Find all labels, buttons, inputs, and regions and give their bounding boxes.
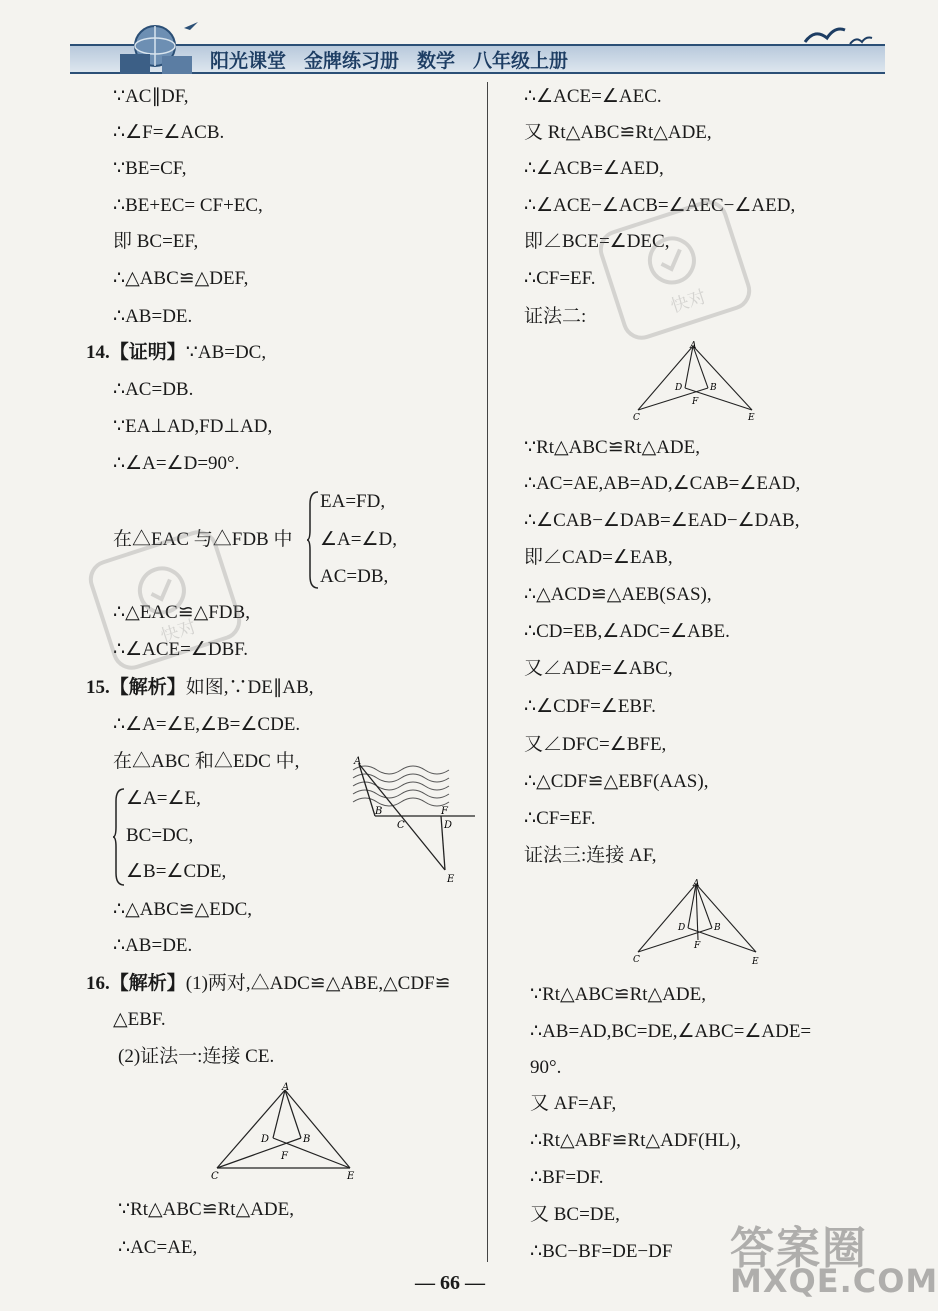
text-line: ∴∠CAB−∠DAB=∠EAD−∠DAB,	[524, 510, 800, 531]
text-line: 90°.	[530, 1057, 562, 1078]
text-line: ∴CD=EB,∠ADC=∠ABE.	[524, 621, 730, 642]
point-label: C	[633, 955, 640, 965]
text-line: ∵EA⊥AD,FD⊥AD,	[113, 416, 273, 437]
text-line: ∴△ABC≌△DEF,	[113, 268, 249, 289]
header-title	[210, 46, 568, 73]
segment-ae	[359, 764, 445, 870]
figure-q15	[345, 750, 480, 885]
point-label: D	[444, 820, 453, 831]
point-label: A	[282, 1082, 290, 1093]
point-label: F	[441, 806, 448, 817]
text-line: 即∠BCE=∠DEC,	[524, 231, 670, 252]
text-line: ∴∠CDF=∠EBF.	[524, 696, 656, 717]
brace-icon	[112, 787, 126, 887]
point-label: E	[347, 1171, 355, 1182]
text-line: ∵Rt△ABC≌Rt△ADE,	[530, 984, 707, 1005]
point-label: B	[303, 1134, 311, 1145]
point-label: D	[675, 383, 683, 393]
text-line: EA=FD,	[320, 491, 386, 512]
text-line: ∴AC=AE,AB=AD,∠CAB=∠EAD,	[524, 473, 801, 494]
point-label: D	[678, 923, 686, 933]
question-15	[86, 676, 314, 700]
text-line: (1)两对,△ADC≌△ABE,△CDF≌	[185, 973, 451, 994]
text-line: ∴AB=AD,BC=DE,∠ABC=∠ADE=	[530, 1021, 812, 1042]
text-line: 在△EAC 与△FDB 中	[113, 529, 293, 550]
text-line: AC=DB,	[320, 566, 389, 587]
text-line: ∴△ABC≌△EDC,	[113, 899, 253, 920]
text-line: ∴AB=DE.	[113, 935, 193, 956]
text-line: 即∠CAD=∠EAB,	[524, 547, 673, 568]
text-line: ∴∠A=∠D=90°.	[113, 453, 240, 474]
text-line: △EBF.	[113, 1009, 166, 1030]
text-line: 在△ABC 和△EDC 中,	[113, 751, 300, 772]
point-label: E	[752, 957, 759, 967]
text-line: ∴AB=DE.	[113, 306, 193, 327]
text-line: ∴Rt△ABF≌Rt△ADF(HL),	[530, 1130, 741, 1151]
text-line: ∴AC=DB.	[113, 379, 194, 400]
point-label: F	[281, 1151, 288, 1162]
point-label: A	[354, 756, 362, 767]
point-label: E	[447, 874, 455, 885]
method-heading: 证法二:	[524, 306, 587, 327]
point-label: F	[694, 941, 701, 951]
text-line: ∴∠ACE=∠DBF.	[113, 639, 249, 660]
point-label: C	[633, 413, 640, 423]
book-title: 金牌练习册	[304, 50, 400, 72]
watermark-url: MXQE.COM	[730, 1262, 938, 1300]
text-line: ∴△CDF≌△EBF(AAS),	[524, 771, 709, 792]
figure-q16-method3	[630, 878, 765, 968]
text-line: ∠A=∠D,	[320, 529, 397, 550]
figure-q16-method2	[630, 340, 760, 425]
text-line: ∴BC−BF=DE−DF	[530, 1241, 673, 1262]
text-line: ∵BE=CF,	[113, 158, 187, 179]
text-line: ∴CF=EF.	[524, 808, 596, 829]
method-heading: 证法三:连接 AF,	[524, 845, 657, 866]
text-line: ∴∠ACE=∠AEC.	[524, 86, 662, 107]
brace-icon	[306, 490, 320, 590]
text-line: 又 Rt△ABC≌Rt△ADE,	[524, 122, 712, 143]
stamp-text: 快对	[668, 286, 709, 318]
text-line: ∴BE+EC= CF+EC,	[113, 195, 263, 216]
text-line: ∴BF=DF.	[530, 1167, 604, 1188]
text-line: 如图,∵DE∥AB,	[185, 677, 314, 698]
figure-q16-method1	[205, 1082, 360, 1182]
question-label: 16.【解析】	[86, 973, 186, 994]
page-number: — 66 —	[415, 1272, 485, 1294]
text-line: ∵Rt△ABC≌Rt△ADE,	[524, 437, 701, 458]
text-line: ∠A=∠E,	[126, 788, 201, 809]
point-label: B	[714, 923, 721, 933]
text-line: ∵Rt△ABC≌Rt△ADE,	[118, 1199, 295, 1220]
kuaidui-stamp-icon	[590, 200, 760, 340]
subject: 数学	[417, 50, 456, 72]
wavy-lines	[353, 766, 449, 806]
text-line: 又∠ADE=∠ABC,	[524, 658, 673, 679]
page-header	[70, 30, 885, 80]
text-line: (2)证法一:连接 CE.	[118, 1046, 275, 1067]
point-label: F	[692, 397, 699, 407]
text-line: 又 BC=DE,	[530, 1204, 620, 1225]
point-label: C	[397, 820, 405, 831]
text-line: ∴△EAC≌△FDB,	[113, 602, 250, 623]
text-line: ∴CF=EF.	[524, 268, 596, 289]
question-label: 14.【证明】	[86, 342, 186, 363]
text-line: ∴AC=AE,	[118, 1237, 198, 1258]
question-label: 15.【解析】	[86, 677, 186, 698]
text-line: ∠B=∠CDE,	[126, 861, 227, 882]
kuaidui-stamp-icon	[80, 530, 250, 670]
globe-logo-icon	[110, 16, 200, 76]
text-line: ∴∠ACE−∠ACB=∠AEC−∠AED,	[524, 195, 796, 216]
watermark-logo: 答案圈	[730, 1223, 868, 1274]
stamp-text: 快对	[158, 616, 199, 648]
grade: 八年级上册	[473, 50, 569, 72]
text-line: ∴∠F=∠ACB.	[113, 122, 225, 143]
text-line: 又 AF=AF,	[530, 1093, 617, 1114]
series-name: 阳光课堂	[210, 50, 287, 72]
point-label: E	[748, 413, 755, 423]
text-line: 又∠DFC=∠BFE,	[524, 734, 667, 755]
text-line: BC=DC,	[126, 825, 194, 846]
text-line: ∴△ACD≌△AEB(SAS),	[524, 584, 712, 605]
birds-icon	[800, 22, 880, 52]
text-line: ∵AC∥DF,	[113, 86, 189, 107]
point-label: B	[375, 806, 383, 817]
text-line: ∴∠A=∠E,∠B=∠CDE.	[113, 714, 301, 735]
point-label: B	[710, 383, 717, 393]
question-14	[86, 341, 266, 365]
text-line: ∴∠ACB=∠AED,	[524, 158, 664, 179]
column-divider	[487, 82, 488, 1262]
text-line: ∵AB=DC,	[185, 342, 267, 363]
point-label: C	[211, 1171, 219, 1182]
question-16	[86, 972, 451, 996]
point-label: A	[693, 879, 700, 889]
text-line: 即 BC=EF,	[113, 231, 199, 252]
point-label: D	[261, 1134, 270, 1145]
point-label: A	[690, 341, 697, 351]
